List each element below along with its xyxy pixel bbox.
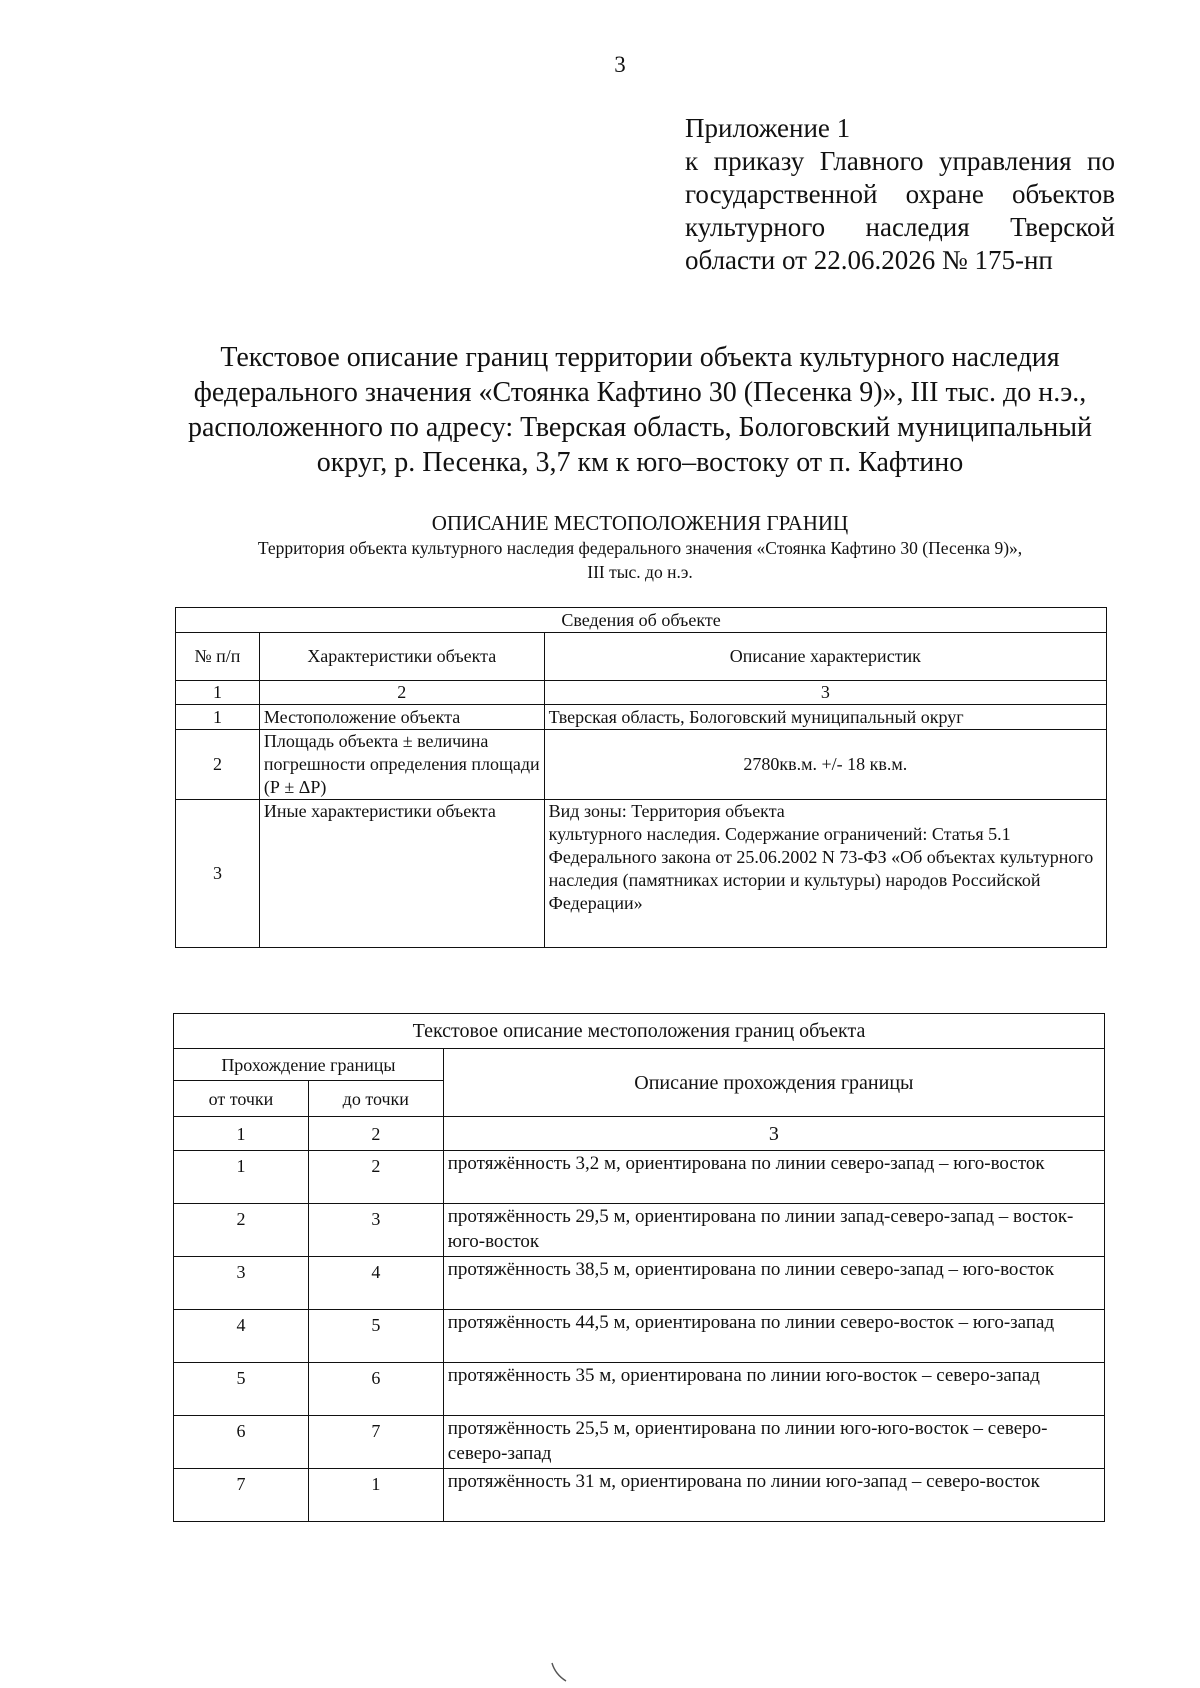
appendix-line-1: Приложение 1 (685, 113, 851, 143)
section-heading: ОПИСАНИЕ МЕСТОПОЛОЖЕНИЯ ГРАНИЦ (431, 511, 849, 535)
col-number-2: 2 (308, 1117, 443, 1151)
appendix-line-4: культурного наследия Тверской (685, 212, 1115, 242)
row-num: 3 (176, 800, 260, 948)
row-description (544, 800, 1106, 948)
from-point: 4 (174, 1310, 309, 1363)
boundary-table-caption: Текстовое описание местоположения границ объекта (174, 1014, 1105, 1049)
table-row (176, 730, 1107, 800)
object-info-table (175, 607, 1107, 948)
col-number-3: 3 (443, 1117, 1104, 1151)
page-number: 3 (614, 52, 626, 77)
boundary-description: протяжённость 25,5 м, ориентирована по линии юго-юго-восток – северо-северо-запад (443, 1416, 1104, 1469)
appendix-block (685, 112, 1115, 277)
to-point: 2 (308, 1151, 443, 1204)
subheading-line-2: III тыс. до н.э. (587, 562, 693, 582)
header-passage: Прохождение границы (174, 1049, 444, 1081)
boundary-description: протяжённость 38,5 м, ориентирована по линии северо-запад – юго-восток (443, 1257, 1104, 1310)
table-row (174, 1416, 1105, 1469)
row-characteristic: Местоположение объекта (259, 705, 544, 730)
table-row (174, 1310, 1105, 1363)
row-characteristic: Площадь объекта ± величина погрешности определения площади (Р ± ΔР) (259, 730, 544, 800)
title-line-1: Текстовое описание границ территории объекта культурного наследия (220, 342, 1060, 373)
document-title (160, 340, 1120, 480)
boundary-description: протяжённость 3,2 м, ориентирована по линии северо-запад – юго-восток (443, 1151, 1104, 1204)
boundary-description: протяжённость 31 м, ориентирована по линии юго-запад – северо-восток (443, 1469, 1104, 1522)
header-description: Описание характеристик (544, 633, 1106, 681)
to-point: 5 (308, 1310, 443, 1363)
appendix-line-5: области от 22.06.2026 № 175-нп (685, 245, 1053, 275)
col-number-2: 2 (259, 681, 544, 705)
row-num: 1 (176, 705, 260, 730)
title-line-2: федерального значения «Стоянка Кафтино 30 (Песенка 9)», III тыс. до н.э., (193, 377, 1087, 408)
boundary-description: протяжённость 35 м, ориентирована по линии юго-восток – северо-запад (443, 1363, 1104, 1416)
to-point: 1 (308, 1469, 443, 1522)
table-row (174, 1151, 1105, 1204)
from-point: 6 (174, 1416, 309, 1469)
appendix-line-3: государственной охране объектов (685, 179, 1115, 209)
table-row (174, 1204, 1105, 1257)
col-number-3: 3 (544, 681, 1106, 705)
section-subheading (160, 536, 1120, 584)
description-line-1: Вид зоны: Территория объекта (548, 801, 785, 821)
scan-artifact-mark (550, 1662, 568, 1682)
appendix-line-2: к приказу Главного управления по (685, 146, 1115, 176)
col-number-1: 1 (174, 1117, 309, 1151)
from-point: 7 (174, 1469, 309, 1522)
from-point: 1 (174, 1151, 309, 1204)
table-row (174, 1363, 1105, 1416)
title-line-4: округ, р. Песенка, 3,7 км к юго–востоку от п. Кафтино (316, 447, 964, 478)
boundary-description: протяжённость 29,5 м, ориентирована по линии запад-северо-запад – восток-юго-восток (443, 1204, 1104, 1257)
from-point: 3 (174, 1257, 309, 1310)
table-row (174, 1257, 1105, 1310)
table-row (176, 800, 1107, 948)
header-to-point: до точки (308, 1081, 443, 1117)
boundary-description-table (173, 1013, 1105, 1522)
header-characteristic: Характеристики объекта (259, 633, 544, 681)
table-row (176, 705, 1107, 730)
description-line-2: культурного наследия. Содержание ограничений: Статья 5.1 Федерального закона от 25.06.2002 N 73-ФЗ «Об объектах культурного наследия (памятниках истории и культуры) народов Российской Федерации» (548, 824, 1094, 913)
row-description: Тверская область, Бологовский муниципальный округ (544, 705, 1106, 730)
info-table-caption: Сведения об объекте (176, 608, 1107, 633)
to-point: 7 (308, 1416, 443, 1469)
row-characteristic: Иные характеристики объекта (259, 800, 544, 948)
subheading-line-1: Территория объекта культурного наследия федерального значения «Стоянка Кафтино 30 (Песенка 9)», (257, 538, 1023, 558)
header-from-point: от точки (174, 1081, 309, 1117)
title-line-3: расположенного по адресу: Тверская область, Бологовский муниципальный (187, 412, 1092, 443)
to-point: 3 (308, 1204, 443, 1257)
to-point: 4 (308, 1257, 443, 1310)
header-num: № п/п (176, 633, 260, 681)
from-point: 5 (174, 1363, 309, 1416)
row-description: 2780кв.м. +/- 18 кв.м. (544, 730, 1106, 800)
header-boundary-description: Описание прохождения границы (443, 1049, 1104, 1117)
from-point: 2 (174, 1204, 309, 1257)
row-num: 2 (176, 730, 260, 800)
boundary-description: протяжённость 44,5 м, ориентирована по линии северо-восток – юго-запад (443, 1310, 1104, 1363)
table-row (174, 1469, 1105, 1522)
to-point: 6 (308, 1363, 443, 1416)
col-number-1: 1 (176, 681, 260, 705)
